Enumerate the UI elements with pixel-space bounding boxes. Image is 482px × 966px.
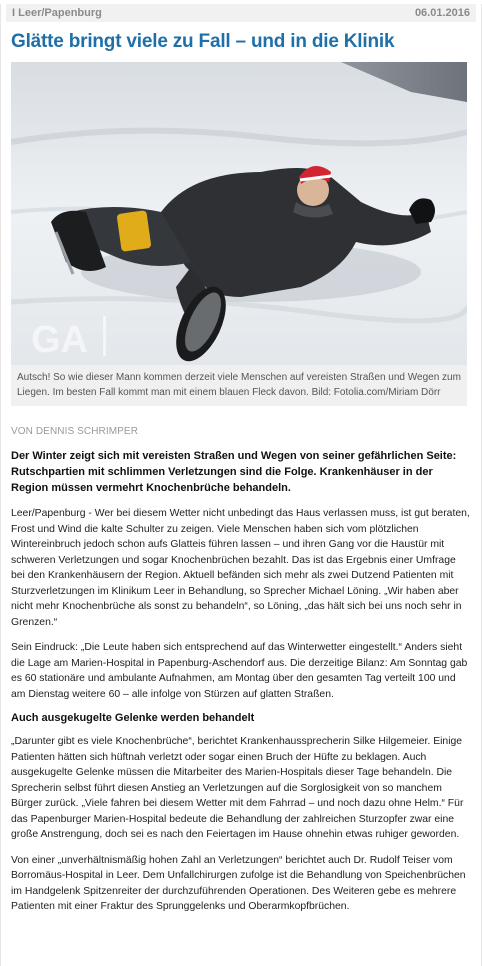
headline: Glätte bringt viele zu Fall – und in die Klinik xyxy=(11,31,395,52)
watermark-ga: GA xyxy=(31,319,88,361)
publish-date: 06.01.2016 xyxy=(414,7,470,19)
article-photo xyxy=(11,62,467,365)
body-paragraph: Sein Eindruck: „Die Leute haben sich entsprechend auf das Winterwetter eingestellt.“ Anders sieht die Lage am Marien-Hospital in Papenburg-Aschendorf aus. Die derzeitige Bilanz: Am Sonntag gab es 60 stationäre und ambulante Aufnahmen, am Montag über den gesamten Tag verteilt 100 und am Dienstag weitere 60 – alle infolge von Stürzen auf glatten Straßen. xyxy=(11,642,468,700)
dateline: I Leer/Papenburg xyxy=(12,7,102,19)
article-meta-bar xyxy=(6,4,476,22)
article-page xyxy=(0,4,482,966)
subheading: Auch ausgekugelte Gelenke werden behandelt xyxy=(11,712,255,724)
lead-paragraph: Der Winter zeigt sich mit vereisten Straßen und Wegen von seiner gefährlichen Seite: Rutschpartien mit schlimmen Verletzungen sind die Folge. Krankenhäuser in der Region müssen vermehrt Knochenbrüche behandeln. xyxy=(11,450,457,494)
article-figure xyxy=(11,62,467,406)
body-paragraph: Von einer „unverhältnismäßig hohen Zahl an Verletzungen“ berichtet auch Dr. Rudolf Teiser vom Borromäus-Hospital in Leer. Dem Unfallchirurgen zufolge ist die Behandlung von Speichenbrüchen im Handgelenk Spitzenreiter der durchzuführenden Operationen. Des Weiteren gebe es mehrere Patienten mit einer Fraktur des Sprunggelenks und Oberarmkopfbrüchen. xyxy=(11,854,466,912)
photo-caption: Autsch! So wie dieser Mann kommen derzeit viele Menschen auf vereisten Straßen und Wegen zum Liegen. Im besten Fall kommt man mit einem blauen Fleck davon. Bild: Fotolia.com/Miriam Dörr xyxy=(11,365,467,406)
body-paragraph: „Darunter gibt es viele Knochenbrüche“, berichtet Krankenhaussprecherin Silke Hilgemeier. Einige Patienten hätten sich hüftnah verletzt oder sogar einen Bruch der Hüfte zu beklagen. Auch ausgekugelte Gelenke müssen die Mitarbeiter des Marien-Hospitals dieser Tage behandeln. Die Sprecherin selbst führt diesen Anstieg an Verletzungen auf die Sorglosigkeit von so manchem Bürger zurück. „Viele fahren bei diesem Wetter mit dem Fahrrad – und noch dazu ohne Helm.“ Für das Papenburger Marien-Hospital bedeute die Behandlung der zahlreichen Sturzopfer zwar eine große Anstrengung, doch sei es nach den Feiertagen im Hause ohnehin etwas ruhiger geworden. xyxy=(11,736,464,840)
byline: VON DENNIS SCHRIMPER xyxy=(11,426,139,437)
body-paragraph: Leer/Papenburg - Wer bei diesem Wetter nicht unbedingt das Haus verlassen muss, ist gut beraten, Frost und Wind die kalte Schulter zu zeigen. Viele Menschen haben sich vom plötzlichen Wintereinbruch jedoch schon aufs Glatteis führen lassen – und ihren Gang vor die Haustür mit schweren Verletzungen und sogar Knochenbrüchen bezahlt. Das ist das Ergebnis einer Umfrage bei den Krankenhäusern der Region. Aktuell befänden sich mehr als zwei Dutzend Patienten mit Sturzverletzungen im Klinikum Leer in Behandlung, so Sprecher Michael Löning. „Wir haben aber nicht mehr Knochenbrüche als sonst zu behandeln“, so Löning, „das hält sich bei uns noch sehr in Grenzen.“ xyxy=(11,508,470,628)
